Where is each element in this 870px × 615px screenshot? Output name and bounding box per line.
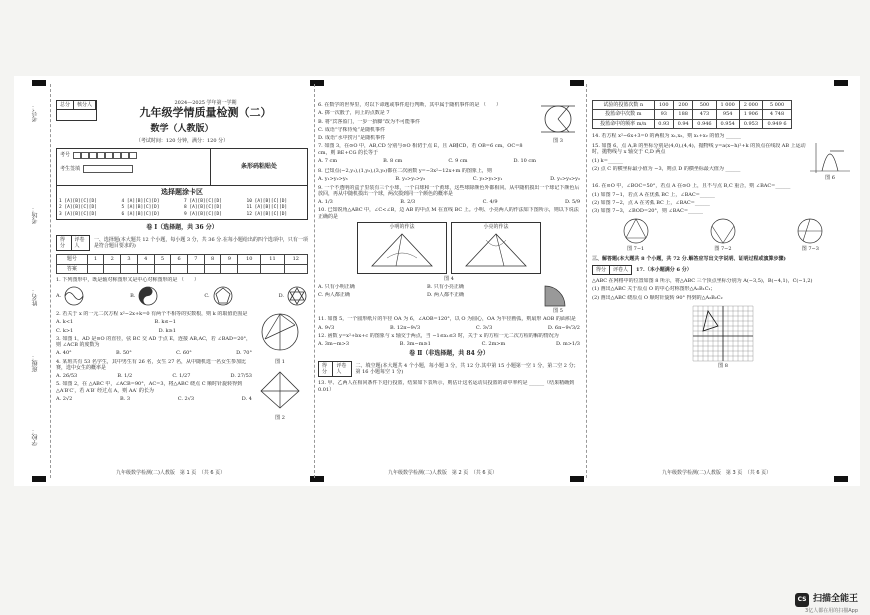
- table-header: 1 000: [716, 101, 739, 110]
- figure-label: 图 2: [275, 415, 285, 422]
- figure-label: 图 5: [553, 308, 563, 314]
- option: C. 3√3: [475, 324, 493, 331]
- question-7: [318, 143, 536, 164]
- page-2: [318, 82, 580, 480]
- taiji-figure-icon: [137, 285, 159, 307]
- shooting-table: [592, 100, 792, 129]
- camscanner-logo-icon: CS: [795, 593, 809, 607]
- table-header: 5 000: [763, 101, 792, 110]
- table-header: 500: [693, 101, 716, 110]
- question-1: [56, 277, 308, 307]
- option: A.: [56, 285, 85, 307]
- grader-box: [592, 265, 632, 275]
- question-stem: 10. 已知锐角△ABC 中，∠C<∠B，边 AB 的中点 M 在直线 BC 上。小明、小亮两人的作法如下图所示，则以下说法正确的是: [318, 207, 579, 220]
- answer-cell[interactable]: [171, 264, 188, 273]
- page-footer: 九年级数学检测(二)人教版 第 3 页 （共 6 页）: [662, 469, 772, 476]
- page-divider: [586, 84, 587, 478]
- volume-2-heading: 卷 Ⅱ（非选择题，共 84 分）: [409, 350, 489, 358]
- figure-3-circle-diagram: [539, 100, 577, 138]
- question-stem: 3. 如图 1，AD 是⊙O 的直径，弦 BC 交 AD 于点 E，连接 AB,AC，若 ∠BAD=20°，则 ∠ACB 的度数为: [56, 335, 252, 349]
- question-14: 14. 若方程 x²−6x+3=0 的两根为 x₁,x₂，则 x₁+x₂ 的值为 ______: [592, 132, 741, 139]
- exam-title: 九年级学情质量检测（二）: [139, 106, 272, 120]
- figure-label: 图 7−2: [714, 246, 732, 253]
- figure-7-3-circle: [793, 216, 827, 246]
- answer-num: 11: [261, 255, 284, 264]
- question-2: [56, 311, 252, 334]
- bubble-row[interactable]: 11 [A][B][C][D]: [246, 205, 288, 211]
- figure-6-parabola-diagram: [808, 141, 852, 175]
- option: C. 4/9: [482, 199, 498, 205]
- grader-cell: 评卷人: [336, 362, 347, 375]
- page-3: [592, 82, 854, 480]
- symmetric-figure-icon: [63, 285, 85, 307]
- answer-num: 6: [171, 255, 188, 264]
- question-16: 16. 在⊙O 中，∠BOC=50°，若点 A 在⊙O 上，且不与点 B,C 重合，则 ∠BAC=______: [592, 183, 791, 190]
- exam-info: （考试时间：120 分钟，满分：120 分）: [135, 137, 229, 144]
- bubble-row[interactable]: 4 [A][B][C][D]: [121, 198, 160, 204]
- option: B. 8 cm: [383, 157, 403, 164]
- figure-7-row: [592, 216, 854, 252]
- answer-cell[interactable]: [121, 264, 138, 273]
- option: B. 12π−9√3: [389, 324, 421, 331]
- registration-mark: [32, 80, 46, 86]
- question-13: 13. 甲、乙两人在相同条件下进行投篮，结果如下表所示，则估计这名运动员投篮的命中率约是 ______（结果精确到 0.01）: [318, 380, 575, 393]
- answer-row-label: 答案: [57, 264, 88, 273]
- question-11: [318, 316, 580, 331]
- scanner-watermark: [795, 593, 858, 607]
- option: D. k≥1: [158, 327, 176, 334]
- option: C. y₃>y₂>y₁: [472, 176, 503, 183]
- option: A. 40°: [56, 350, 72, 357]
- score-cell: 核分人: [77, 102, 93, 108]
- grader-box: [318, 361, 352, 378]
- bubble-row[interactable]: 7 [A][B][C][D]: [184, 198, 222, 204]
- table-cell: 954: [716, 110, 739, 119]
- question-stem: 6. 在数学的世界里，对以下命题或事件进行判断，其中属于随机事件的是 （ ）: [318, 102, 501, 108]
- question-8: [318, 168, 580, 183]
- exam-sheet: [14, 76, 860, 486]
- section-2-instructions: 二、填空题(本大题共 4 个小题，每小题 3 分，共 12 分.其中第 15 小题第一空 1 分，第二空 2 分；第 16 小题每空 1 分): [355, 362, 579, 375]
- total-score-box: [56, 100, 97, 121]
- table-cell: 1 906: [739, 110, 762, 119]
- option: D. 6π−9√3/2: [547, 324, 580, 331]
- answer-cell[interactable]: [154, 264, 171, 273]
- answer-num: 3: [121, 255, 138, 264]
- brand-tagline: 3亿人都在用的扫描App: [805, 607, 858, 614]
- question-stem: 12. 函数 y=x²+bx+c 的图象与 x 轴交于两点，当 −1≤x₁≤3 时，关于 x 的方程一元二次方程的解的情况为: [318, 332, 559, 339]
- bubble-row[interactable]: 9 [A][B][C][D]: [184, 211, 222, 217]
- option: A. 只有小明正确: [318, 284, 355, 290]
- table-header: 试验的投篮次数 n: [593, 101, 655, 110]
- answer-cell[interactable]: [204, 264, 221, 273]
- option: C. 2m>m: [481, 341, 506, 347]
- table-header: 200: [673, 101, 692, 110]
- answer-cell[interactable]: [221, 264, 238, 273]
- figure-8-grid: [690, 303, 756, 363]
- question-stem: 9. 一个不透明的盒子里装有三个小球，一个白球和一个黄球，这些球除颜色外都相同。从中随机摸出一个球记下颜色后放回，再从中随机摸出一个球，两次摸到同一个颜色的概率是: [318, 184, 580, 197]
- table-header: 100: [654, 101, 673, 110]
- table-cell: 0.953: [739, 119, 762, 128]
- figure-4: [318, 222, 580, 274]
- question-5: [56, 381, 252, 402]
- table-cell: 0.93: [654, 119, 673, 128]
- answer-cell[interactable]: [187, 264, 204, 273]
- bubble-row[interactable]: 3 [A][B][C][D]: [59, 211, 97, 217]
- binding-line: [50, 84, 51, 478]
- question-stem: 1. 下列图形中，既是轴对称图形又是中心对称图形的是 （ ）: [56, 276, 199, 283]
- grader-cell: 得分: [57, 236, 72, 251]
- question-16-part-1: (1) 如图 7−1，若点 A 在优弧 BC 上，∠BAC=______: [592, 191, 715, 198]
- barcode-area: [211, 149, 307, 185]
- bubble-row[interactable]: 6 [A][B][C][D]: [121, 211, 160, 217]
- side-label-room: 考场：: [32, 206, 39, 224]
- answer-num: 10: [238, 255, 261, 264]
- option: A. 1/3: [318, 199, 333, 205]
- option: D.: [279, 285, 308, 307]
- figure-label: 图 6: [825, 175, 835, 181]
- option: A. 掷一次骰子，向上的点数是 7: [318, 110, 390, 117]
- grader-box: [56, 235, 90, 252]
- option: B. 3: [120, 395, 131, 402]
- table-cell: 188: [673, 110, 692, 119]
- answer-table: [56, 254, 308, 274]
- option: B. 50°: [116, 350, 132, 357]
- id-label: 考号: [60, 152, 71, 159]
- answer-cell[interactable]: [87, 264, 104, 273]
- option: D. 10 cm: [513, 157, 536, 164]
- question-stem: 7. 如图 3，在⊙O 中，AB,CD 分别与⊙O 相切于点 E，且 AB∥CD，若 OB=6 cm，OC=8 cm，则 BE+CG 的长等于: [318, 143, 523, 156]
- option: C. 成语“守株待兔”是随机事件: [318, 126, 385, 133]
- bubble-row[interactable]: 2 [A][B][C][D]: [59, 205, 97, 211]
- option: B. k≤−1: [154, 319, 176, 326]
- volume-1-heading: 卷 Ⅰ（选择题，共 36 分）: [146, 224, 218, 232]
- figure-label: 图 1: [275, 359, 285, 366]
- question-stem: 5. 如图 2，在 △ABC 中，∠ACB=90°，AC=3，将△ABC 绕点 C 顺时针旋转得到 △A′B′C′，若 A′B′ 经过点 A，则 AA′ 的长为: [56, 381, 243, 394]
- construction-diagram: [456, 230, 536, 270]
- question-stem: 11. 如图 5，一个圆形纸片的半径 OA 为 6，∠AOB=120°，以 O 为圆心，OA 为半径画弧，则扇形 AOB 的面积是: [318, 316, 576, 323]
- figure-2-triangle-diagram: [257, 369, 303, 411]
- page-footer: 九年级数学检测(二)人教版 第 1 页 （共 6 页）: [116, 469, 226, 476]
- question-17-part-2: (2) 画出△ABC 绕原点 O 顺时针旋转 90° 得到的△A₂B₂C₂: [592, 294, 723, 301]
- option: D. m>1/3: [555, 341, 580, 347]
- option: C. 60°: [176, 350, 192, 357]
- exam-subject: 数学（人教版）: [150, 124, 214, 135]
- side-label-name: 姓名：: [32, 288, 39, 306]
- question-10: [318, 207, 580, 314]
- grader-cell: 得分: [319, 362, 333, 377]
- question-16-part-3: (3) 如图 7−3，∠BOD=20°，则 ∠BAC=______: [592, 208, 704, 214]
- table-cell: 0.94: [673, 119, 692, 128]
- answer-cell[interactable]: [284, 264, 307, 273]
- hexagram-figure-icon: [286, 285, 308, 307]
- question-stem: 4. 某班共有 53 名学生，其中男生有 26 名，女生 27 名，从中随机选一名女生参加比赛，选中女生的概率是: [56, 358, 246, 371]
- option: B. 3m−m≥1: [399, 341, 431, 347]
- option: A. 26/53: [56, 373, 78, 380]
- grader-cell: 得分: [593, 266, 610, 274]
- option: D. 27/53: [230, 373, 252, 380]
- grader-cell: 评卷人: [74, 236, 85, 250]
- sign-field[interactable]: [83, 165, 133, 173]
- question-15: 15. 如图 6，点 A,B 的坐标分别是(4,0),(4,4)，抛物线 y=a(x−h)²+k 的顶点在线段 AB 上运动时，抛物线与 x 轴交于 C,D 两点: [592, 143, 806, 156]
- answer-card: [56, 186, 308, 221]
- option: B. 只有小亮正确: [427, 284, 464, 290]
- figure-1-circle-diagram: [257, 309, 303, 355]
- answer-num: 5: [154, 255, 171, 264]
- brand-name: 扫描全能王: [812, 594, 858, 605]
- bubble-row[interactable]: 1 [A][B][C][D]: [59, 198, 97, 204]
- construction-diagram: [362, 230, 442, 270]
- option: A. k<1: [56, 319, 74, 326]
- bubble-row[interactable]: 12 [A][B][C][D]: [246, 211, 288, 217]
- question-17-part-1: (1) 画出△ABC 关于原点 O 的中心对称图形△A₁B₁C₁；: [592, 286, 716, 293]
- answer-cell[interactable]: [137, 264, 154, 273]
- figure-5-sector-diagram: [541, 282, 575, 308]
- table-cell: 投篮命中的频率 m/n: [593, 119, 655, 128]
- option: D. y₁>y₃>y₂: [550, 176, 580, 183]
- option: B. y₂>y₁>y₃: [395, 176, 426, 183]
- option: B. 1/2: [117, 373, 133, 380]
- answer-num: 4: [137, 255, 154, 264]
- option: C. 9 cm: [448, 157, 468, 164]
- option: D. 两人都不正确: [427, 292, 465, 299]
- question-3: [56, 336, 252, 357]
- option: D. 成语“水中捞月”是随机事件: [318, 135, 386, 141]
- figure-label: 图 7−3: [801, 246, 819, 253]
- option: A. 2√2: [56, 395, 73, 402]
- table-cell: 473: [693, 110, 716, 119]
- answer-card-title: 选择题涂卡区: [161, 187, 203, 196]
- pentagon-figure-icon: [212, 285, 234, 307]
- table-cell: 0.949 6: [763, 119, 792, 128]
- option: C. 1/27: [172, 373, 191, 380]
- score-cell: 总分: [57, 101, 74, 109]
- figure-label: 图 4: [444, 275, 454, 282]
- table-cell: 投篮命中次数 m: [593, 110, 655, 119]
- figure-label: 图 3: [553, 138, 563, 144]
- bubble-row[interactable]: 10 [A][B][C][D]: [246, 198, 288, 204]
- question-stem: 2. 若关于 x 的一元二次方程 x²−2x+k=0 有两个不相等的实数根，则 k 的取值范围是: [56, 311, 248, 318]
- answer-cell[interactable]: [261, 264, 284, 273]
- question-17-title: 17.（本小题满分 6 分）: [636, 266, 692, 273]
- figure-7-1-circle: [619, 216, 653, 246]
- page-divider: [314, 84, 315, 478]
- option: A. y₁>y₂>y₃: [318, 176, 348, 183]
- panel-title: 小亮的作法: [483, 223, 509, 230]
- option: B.: [130, 285, 159, 307]
- option: A. 7 cm: [318, 157, 338, 164]
- option: A. 3m−m>3: [318, 341, 350, 347]
- option: C.: [204, 285, 233, 307]
- answer-num: 7: [187, 255, 204, 264]
- option: B. 将“宾客盈门，一步一抬脚”改为不可能事件: [318, 118, 420, 125]
- bubble-row[interactable]: 5 [A][B][C][D]: [121, 205, 160, 211]
- bubble-row[interactable]: 8 [A][B][C][D]: [184, 205, 222, 211]
- figure-label: 图 7−1: [627, 246, 645, 253]
- table-cell: 0.946: [693, 119, 716, 128]
- answer-row-label: 题号: [57, 255, 88, 264]
- question-9: [318, 185, 580, 206]
- option: A. 9√3: [318, 324, 335, 331]
- answer-num: 8: [204, 255, 221, 264]
- table-cell: 4 748: [763, 110, 792, 119]
- question-4: [56, 359, 252, 380]
- side-label-class: 班级：: [32, 354, 39, 372]
- table-cell: 0.954: [716, 119, 739, 128]
- school-year: 2024—2025 学年第一学期: [174, 100, 237, 106]
- answer-num: 9: [221, 255, 238, 264]
- question-12: [318, 333, 580, 348]
- page-footer: 九年级数学检测(二)人教版 第 2 页 （共 6 页）: [388, 469, 498, 476]
- figure-7-2-circle: [706, 216, 740, 246]
- table-header: 2 000: [739, 101, 762, 110]
- side-label-id: 考号：: [32, 104, 39, 122]
- answer-cell[interactable]: [104, 264, 121, 273]
- question-17-text: △ABC 在网格中的位置如图 8 所示，将△ABC 三个顶点坐标分别为 A(−3,5)，B(−4,1)，C(−1,2): [592, 278, 813, 284]
- grader-cell: 评卷人: [613, 266, 629, 273]
- option: D. 5/9: [564, 199, 580, 205]
- option: B. 2/3: [400, 199, 416, 205]
- answer-num: 2: [104, 255, 121, 264]
- section-3-heading: 三、解答题(本大题共 8 个小题，共 72 分.解答应写出文字说明、证明过程或演算步骤): [592, 255, 786, 262]
- answer-num: 1: [87, 255, 104, 264]
- barcode-label: 条形码粘贴处: [240, 163, 277, 170]
- section-1-instructions: 一、选择题(本大题共 12 个小题，每小题 3 分，共 36 分.在每小题给出的四个选项中，只有一项是符合题目要求的): [93, 236, 308, 250]
- option: C. 2√3: [177, 395, 195, 402]
- page-1: [56, 82, 308, 480]
- panel-title: 小明的作法: [389, 223, 415, 230]
- question-15-part-2: (2) 点 C 的横坐标最小值为 −3，则点 D 的横坐标最大值为 ______: [592, 165, 741, 172]
- option: C. k>1: [56, 327, 74, 334]
- option: D. 4: [241, 395, 252, 402]
- table-cell: 93: [654, 110, 673, 119]
- answer-cell[interactable]: [238, 264, 261, 273]
- side-label-school: 学校：: [32, 428, 39, 446]
- sign-label: 考生签填: [60, 165, 81, 172]
- option: C. 两人都正确: [318, 292, 350, 299]
- question-stem: 8. 已知点(−2,y₁),(1,y₂),(3,y₃)都在二次函数 y=−3x²−12x+m 的图象上，则: [318, 168, 492, 174]
- registration-mark: [32, 476, 46, 482]
- answer-num: 12: [284, 255, 307, 264]
- option: D. 70°: [236, 350, 252, 357]
- id-input-boxes[interactable]: [73, 152, 137, 159]
- question-6: [318, 102, 536, 141]
- figure-label: 图 8: [718, 362, 728, 369]
- question-16-part-2: (2) 如图 7−2，点 A 在劣弧 BC 上，∠BAC=______: [592, 199, 710, 206]
- question-15-part-1: (1) k=______: [592, 157, 623, 164]
